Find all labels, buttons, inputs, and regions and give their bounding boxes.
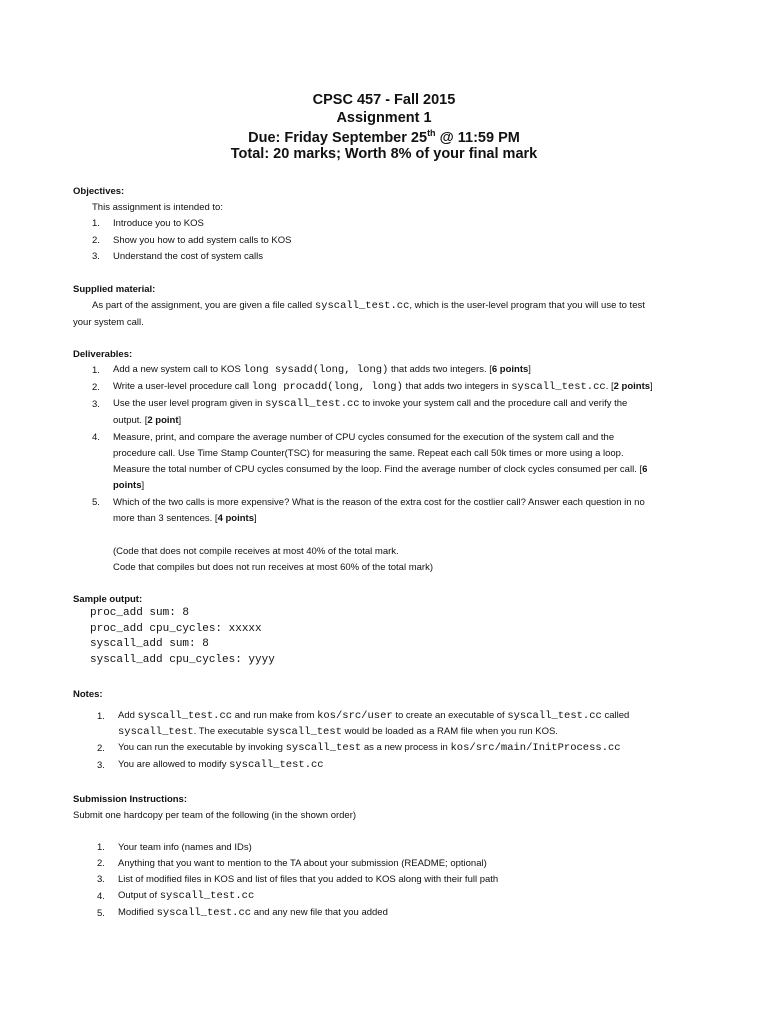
supplied-line-2: your system call. (73, 317, 144, 328)
note-2: You can run the executable by invoking syscall_test as a new process in kos/src/main/InitProcess.cc (118, 742, 621, 754)
deliverable-3-line-2: output. [2 point] (113, 415, 182, 426)
list-number: 4. (92, 432, 100, 443)
supplied-line-1: As part of the assignment, you are given a file called syscall_test.cc, which is the user-level program that you will use to test (92, 300, 645, 312)
course-title: CPSC 457 - Fall 2015 (312, 92, 456, 108)
sample-line: proc_add cpu_cycles: xxxxx (90, 623, 262, 635)
deliverable-4-line-4: points] (113, 480, 145, 491)
objective-item: Understand the cost of system calls (113, 251, 263, 262)
list-number: 5. (97, 908, 105, 919)
list-number: 1. (97, 711, 105, 722)
notes-heading: Notes: (73, 689, 103, 700)
supplied-heading: Supplied material: (73, 284, 156, 295)
sample-line: proc_add sum: 8 (90, 607, 190, 619)
list-number: 3. (97, 760, 105, 771)
sample-line: syscall_add sum: 8 (90, 638, 209, 650)
note-1-line-2: syscall_test. The executable syscall_test would be loaded as a RAM file when you run KOS. (118, 726, 558, 738)
objective-item: Introduce you to KOS (113, 218, 204, 229)
grading-note-1: (Code that does not compile receives at most 40% of the total mark. (113, 546, 399, 557)
list-number: 1. (97, 842, 105, 853)
list-number: 2. (92, 382, 100, 393)
list-number: 2. (97, 743, 105, 754)
list-number: 2. (97, 858, 105, 869)
submission-item-5: Modified syscall_test.cc and any new file that you added (118, 907, 388, 919)
deliverable-5-line-2: more than 3 sentences. [4 points] (113, 513, 257, 524)
submission-item-3: List of modified files in KOS and list of files that you added to KOS along with their full path (118, 874, 499, 885)
submission-item-4: Output of syscall_test.cc (118, 890, 255, 902)
list-number: 1. (92, 365, 100, 376)
list-number: 2. (92, 235, 100, 246)
list-number: 3. (92, 251, 100, 262)
sample-heading: Sample output: (73, 594, 143, 605)
submission-heading: Submission Instructions: (73, 794, 188, 805)
deliverable-2: Write a user-level procedure call long procadd(long, long) that adds two integers in syscall_test.cc. [2 points] (113, 381, 653, 393)
deliverable-5-line-1: Which of the two calls is more expensive? What is the reason of the extra cost for the costlier call? Answer each question in no (113, 497, 645, 508)
deliverable-4-line-3: Measure the total number of CPU cycles consumed by the loop. Find the average number of clock cycles consumed per call. [6 (113, 464, 648, 475)
deliverable-4-line-2: procedure call. Use Time Stamp Counter(TSC) for measuring the same. Repeat each call 50k times or more using a loop. (113, 448, 624, 459)
note-3: You are allowed to modify syscall_test.cc (118, 759, 324, 771)
submission-intro: Submit one hardcopy per team of the following (in the shown order) (73, 810, 357, 821)
list-number: 5. (92, 497, 100, 508)
submission-item-2: Anything that you want to mention to the TA about your submission (README; optional) (118, 858, 487, 869)
due-date: Due: Friday September 25th @ 11:59 PM (248, 128, 520, 146)
deliverable-4-line-1: Measure, print, and compare the average number of CPU cycles consumed for the execution of the system call and the (113, 432, 615, 443)
deliverable-3-line-1: Use the user level program given in syscall_test.cc to invoke your system call and the procedure call and verify the (113, 398, 628, 410)
objective-item: Show you how to add system calls to KOS (113, 235, 292, 246)
list-number: 1. (92, 218, 100, 229)
deliverables-heading: Deliverables: (73, 349, 133, 360)
list-number: 3. (92, 399, 100, 410)
note-1-line-1: Add syscall_test.cc and run make from kos/src/user to create an executable of syscall_test.cc called (118, 710, 630, 722)
objectives-intro: This assignment is intended to: (92, 202, 223, 213)
grading-note-2: Code that compiles but does not run receives at most 60% of the total mark) (113, 562, 433, 573)
submission-item-1: Your team info (names and IDs) (118, 842, 252, 853)
assignment-title: Assignment 1 (336, 110, 432, 126)
objectives-heading: Objectives: (73, 186, 125, 197)
deliverable-1: Add a new system call to KOS long sysadd(long, long) that adds two integers. [6 points] (113, 364, 531, 376)
sample-line: syscall_add cpu_cycles: yyyy (90, 654, 275, 666)
list-number: 3. (97, 874, 105, 885)
list-number: 4. (97, 891, 105, 902)
total-marks: Total: 20 marks; Worth 8% of your final mark (230, 146, 538, 162)
